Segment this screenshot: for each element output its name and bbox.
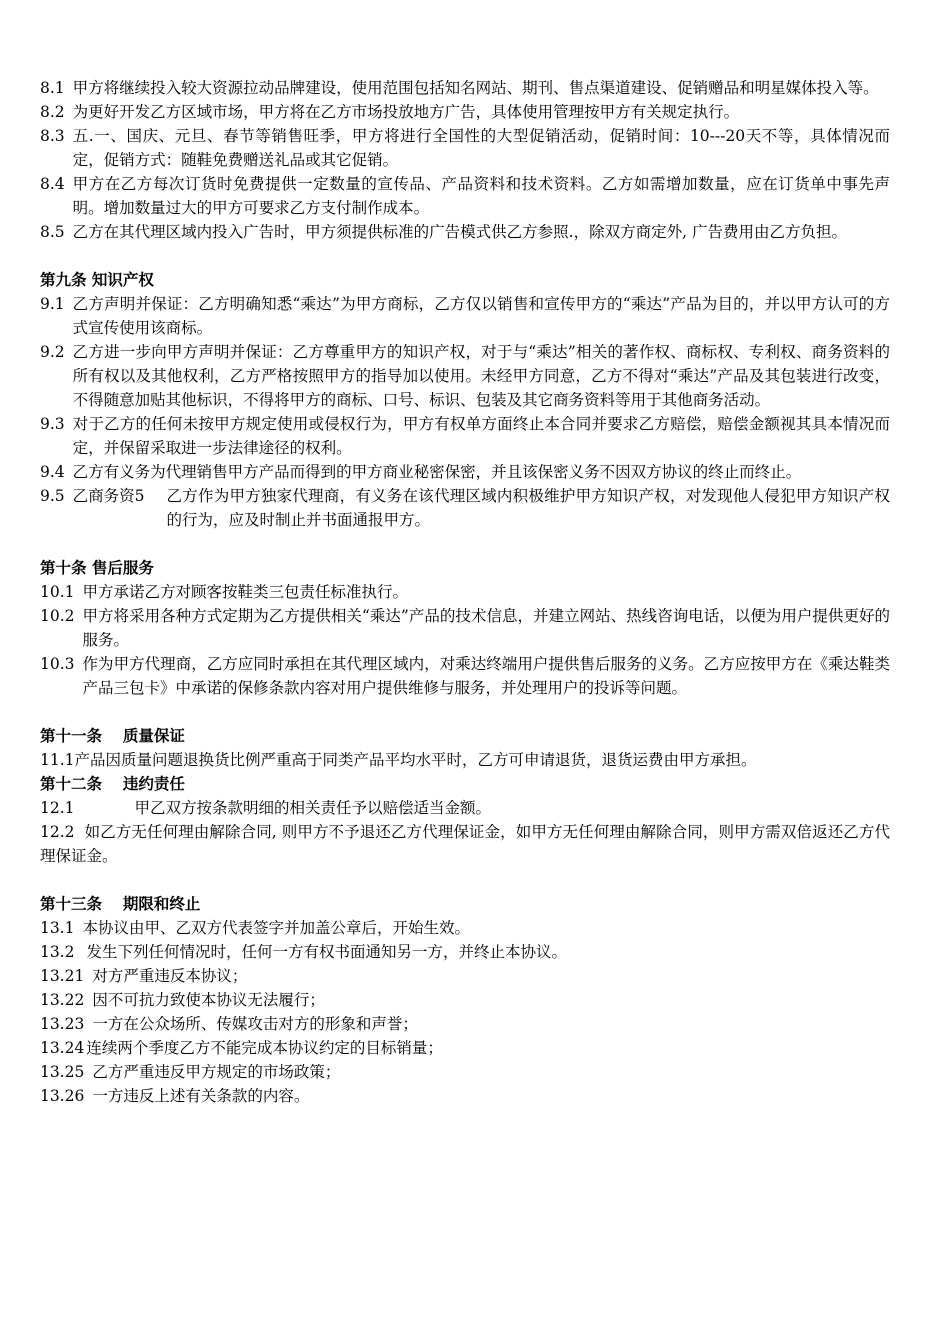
clause-text: 甲方将采用各种方式定期为乙方提供相关“乘达”产品的技术信息，并建立网站、热线咨询电话，以便为用户提供更好的服务。	[82, 607, 890, 649]
clause-number: 11.1	[40, 751, 75, 769]
clause-9-4	[40, 460, 890, 484]
clause-text: 乙方在其代理区域内投入广告时，甲方须提供标准的广告模式供乙方参照.，除双方商定外, 广告费用由乙方负担。	[72, 223, 847, 241]
clause-12-1	[40, 796, 890, 820]
clause-13-22	[40, 988, 890, 1012]
clause-text: 连续两个季度乙方不能完成本协议约定的目标销量；	[86, 1039, 443, 1057]
clause-text: 五.一、国庆、元旦、春节等销售旺季，甲方将进行全国性的大型促销活动，促销时间：10---20天不等，具体情况而定，促销方式：随鞋免费赠送礼品或其它促销。	[72, 127, 890, 169]
clause-number: 9.1	[40, 295, 65, 313]
clause-text: 乙方作为甲方独家代理商，有义务在该代理区域内积极维护甲方知识产权，对发现他人侵犯甲方知识产权的行为，应及时制止并书面通报甲方。	[166, 487, 890, 529]
clause-number: 12.1	[40, 799, 75, 817]
clause-text: 如乙方无任何理由解除合同, 则甲方不予退还乙方代理保证金，如甲方无任何理由解除合同，则甲方需双倍返还乙方代理保证金。	[40, 823, 890, 865]
clause-text: 一方违反上述有关条款的内容。	[92, 1087, 310, 1105]
clause-number: 13.26	[40, 1087, 85, 1105]
clause-8-2	[40, 100, 890, 124]
clause-text: 甲方承诺乙方对顾客按鞋类三包责任标准执行。	[82, 583, 409, 601]
clause-13-25	[40, 1060, 890, 1084]
clause-number: 9.2	[40, 343, 65, 361]
clause-number: 8.1	[40, 79, 65, 97]
clause-10-2	[40, 604, 890, 652]
clause-number: 13.2	[40, 943, 75, 961]
clause-number: 10.3	[40, 655, 75, 673]
contract-page	[40, 76, 890, 1108]
clause-number: 13.1	[40, 919, 75, 937]
clause-9-1	[40, 292, 890, 340]
clause-8-1	[40, 76, 890, 100]
clause-text: 甲乙双方按条款明细的相关责任予以赔偿适当金额。	[134, 799, 492, 817]
clause-text: 对方严重违反本协议；	[92, 967, 248, 985]
clause-text: 作为甲方代理商，乙方应同时承担在其代理区域内，对乘达终端用户提供售后服务的义务。乙方应按甲方在《乘达鞋类产品三包卡》中承诺的保修条款内容对用户提供维修与服务，并处理用户的投诉等问题。	[82, 655, 890, 697]
clause-8-4	[40, 172, 890, 220]
clause-text: 乙方有义务为代理销售甲方产品而得到的甲方商业秘密保密，并且该保密义务不因双方协议的终止而终止。	[72, 463, 802, 481]
clause-13-1	[40, 916, 890, 940]
section-heading-quality: 第十一条 质量保证	[40, 726, 185, 745]
clause-12-2	[40, 820, 890, 868]
clause-13-24	[40, 1036, 890, 1060]
clause-11-1	[40, 748, 890, 772]
section-heading-ip: 第九条 知识产权	[40, 270, 154, 289]
clause-text: 乙方严重违反甲方规定的市场政策；	[92, 1063, 341, 1081]
clause-text: 对于乙方的任何未按甲方规定使用或侵权行为，甲方有权单方面终止本合同并要求乙方赔偿，赔偿金额视其具本情况而定，并保留采取进一步法律途径的权利。	[72, 415, 890, 457]
clause-9-3	[40, 412, 890, 460]
clause-number: 8.4	[40, 175, 65, 193]
clause-number: 12.2	[40, 823, 75, 841]
clause-number: 10.1	[40, 583, 75, 601]
clause-text: 为更好开发乙方区域市场，甲方将在乙方市场投放地方广告，具体使用管理按甲方有关规定执行。	[72, 103, 740, 121]
clause-number: 13.24	[40, 1039, 85, 1057]
clause-number: 8.3	[40, 127, 65, 145]
clause-text: 因不可抗力致使本协议无法履行；	[92, 991, 325, 1009]
section-heading-after-sales: 第十条 售后服务	[40, 558, 154, 577]
clause-text: 乙方进一步向甲方声明并保证：乙方尊重甲方的知识产权，对于与“乘达”相关的著作权、商标权、专利权、商务资料的所有权以及其他权利，乙方严格按照甲方的指导加以使用。未经甲方同意，乙方不得对“乘达”产品及其包装进行改变，不得随意加贴其他标识，不得将甲方的商标、口号、标识、包装及其它商务资料等用于其他商务活动。	[72, 343, 890, 409]
clause-number: 8.2	[40, 103, 65, 121]
clause-number: 9.5	[40, 487, 65, 505]
section-heading-term: 第十三条 期限和终止	[40, 894, 201, 913]
clause-number: 9.4	[40, 463, 65, 481]
clause-number: 8.5	[40, 223, 65, 241]
clause-text: 一方在公众场所、传媒攻击对方的形象和声誉；	[92, 1015, 418, 1033]
clause-text: 乙方声明并保证：乙方明确知悉“乘达”为甲方商标，乙方仅以销售和宣传甲方的“乘达”产品为目的，并以甲方认可的方式宣传使用该商标。	[72, 295, 890, 337]
clause-13-21	[40, 964, 890, 988]
clause-number: 10.2	[40, 607, 75, 625]
clause-9-2	[40, 340, 890, 412]
clause-text: 产品因质量问题退换货比例严重高于同类产品平均水平时，乙方可申请退货，退货运费由甲方承担。	[74, 751, 757, 769]
section-heading-liability: 第十二条 违约责任	[40, 774, 185, 793]
clause-text: 发生下列任何情况时，任何一方有权书面通知另一方，并终止本协议。	[86, 943, 568, 961]
clause-number: 13.21	[40, 967, 85, 985]
clause-number: 13.22	[40, 991, 85, 1009]
clause-13-2	[40, 940, 890, 964]
clause-9-5	[40, 484, 890, 532]
clause-10-3	[40, 652, 890, 700]
clause-number: 13.25	[40, 1063, 85, 1081]
clause-13-23	[40, 1012, 890, 1036]
clause-number: 13.23	[40, 1015, 85, 1033]
clause-number: 9.3	[40, 415, 65, 433]
clause-8-5	[40, 220, 890, 244]
clause-text: 甲方在乙方每次订货时免费提供一定数量的宣传品、产品资料和技术资料。乙方如需增加数量，应在订货单中事先声明。增加数量过大的甲方可要求乙方支付制作成本。	[72, 175, 890, 217]
clause-prefix: 乙商务资5	[72, 487, 145, 505]
clause-8-3	[40, 124, 890, 172]
clause-10-1	[40, 580, 890, 604]
clause-13-26	[40, 1084, 890, 1108]
clause-text: 本协议由甲、乙双方代表签字并加盖公章后，开始生效。	[82, 919, 471, 937]
clause-text: 甲方将继续投入较大资源拉动品牌建设，使用范围包括知名网站、期刊、售点渠道建设、促销赠品和明星媒体投入等。	[72, 79, 879, 97]
